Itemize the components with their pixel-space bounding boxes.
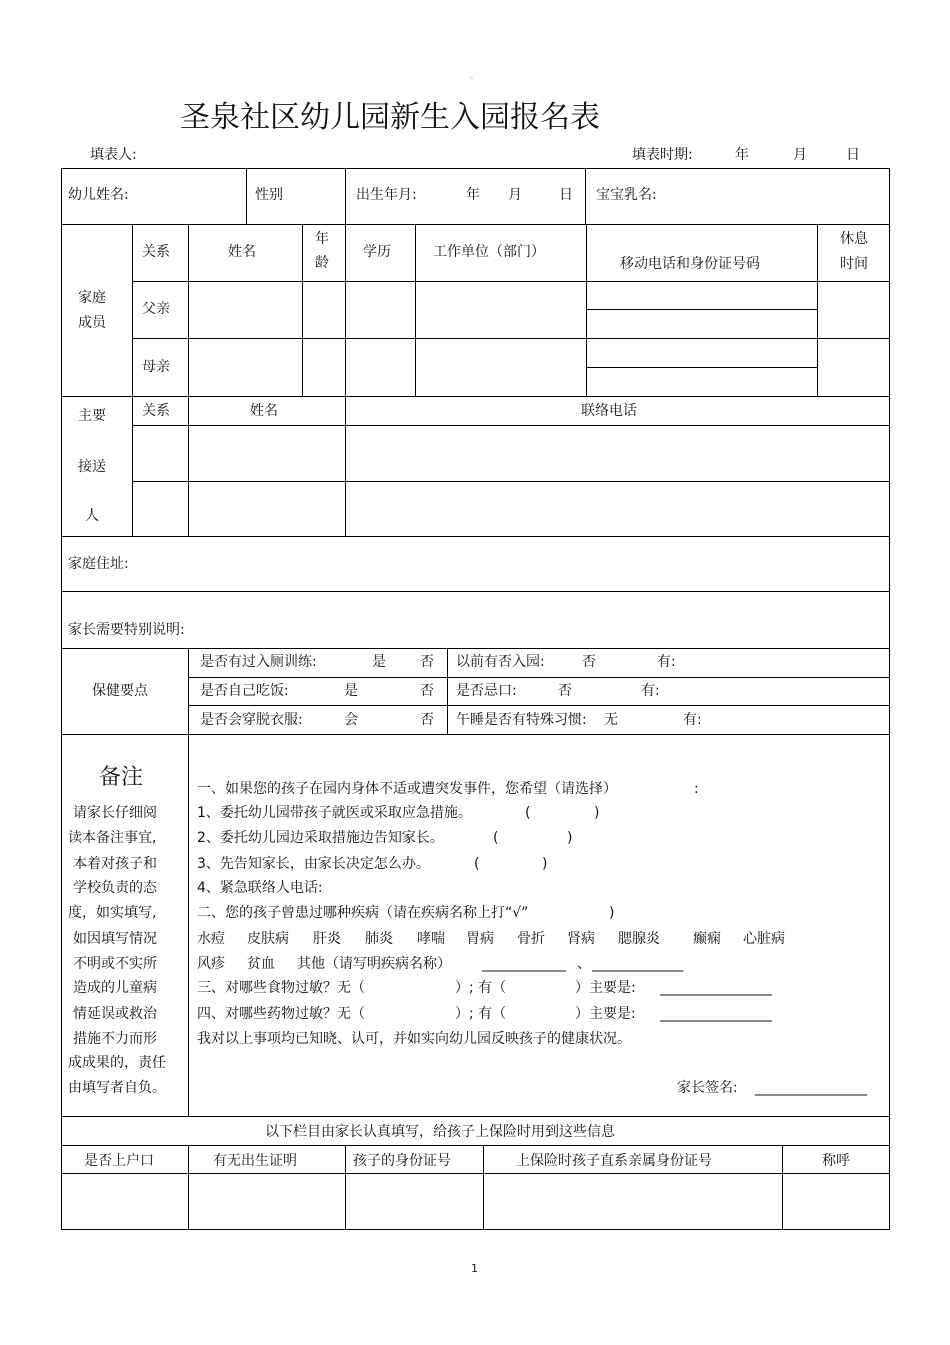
health-q6-no: 无 — [604, 712, 618, 728]
insurance-col-title: 称呼 — [822, 1153, 850, 1169]
family-col-rest-2: 时间 — [840, 256, 868, 272]
remarks-side-line: 学校负责的态 — [73, 880, 157, 896]
header-year: 年 — [735, 147, 749, 163]
pickup-label-3: 人 — [85, 508, 99, 524]
disease-item: 风疹 — [197, 956, 225, 972]
nickname-label: 宝宝乳名: — [596, 187, 657, 203]
insurance-col-relative-id: 上保险时孩子直系亲属身份证号 — [516, 1153, 712, 1169]
remarks-q3: 三、对哪些食物过敏？无（ — [197, 980, 365, 996]
health-q1: 是否有过入厕训练: — [200, 654, 317, 670]
remarks-title: 备注 — [99, 765, 144, 790]
remarks-q4-blank: ________________ — [660, 1006, 772, 1022]
remarks-option-1: 1、委托幼儿园带孩子就医或采取应急措施。 — [197, 805, 472, 821]
pickup-col-name: 姓名 — [250, 403, 278, 419]
paren-open: ( — [474, 856, 480, 872]
disease-item: 骨折 — [517, 931, 545, 947]
remarks-side-line: 由填写者自负。 — [68, 1080, 166, 1096]
health-q4: 是否忌口: — [456, 683, 517, 699]
remarks-side-line: 度，如实填写, — [68, 905, 157, 921]
special-note-label: 家长需要特别说明: — [68, 622, 185, 638]
mother-label: 母亲 — [142, 359, 170, 375]
health-q3: 是否自己吃饭: — [200, 683, 289, 699]
remarks-q3-have: ）; 有（ — [455, 980, 507, 996]
remarks-option-3: 3、先告知家长，由家长决定怎么办。 — [197, 856, 430, 872]
disease-item: 肝炎 — [313, 931, 341, 947]
health-q6: 午睡是否有特殊习惯: — [456, 712, 587, 728]
pickup-col-relation: 关系 — [142, 403, 170, 419]
disease-blank-a: ____________ — [482, 956, 566, 972]
remarks-side-line: 情延误或救治 — [73, 1006, 157, 1022]
remarks-option-2: 2、委托幼儿园边采取措施边告知家长。 — [197, 830, 444, 846]
remarks-q3-blank: ________________ — [660, 980, 772, 996]
paren-close: ) — [567, 830, 573, 846]
health-q2-yes: 有: — [657, 654, 676, 670]
disease-item: 水痘 — [197, 931, 225, 947]
remarks-q4: 四、对哪些药物过敏？无（ — [197, 1006, 365, 1022]
disease-item: 哮喘 — [417, 931, 445, 947]
top-mark: 。 — [470, 71, 478, 80]
health-q5: 是否会穿脱衣服: — [200, 712, 303, 728]
health-label: 保健要点 — [92, 683, 148, 699]
health-q3-yes: 是 — [344, 683, 358, 699]
insurance-col-birth-cert: 有无出生证明 — [213, 1153, 297, 1169]
remarks-side-line: 如因填写情况 — [73, 931, 157, 947]
pickup-label-2: 接送 — [78, 459, 106, 475]
child-name-label: 幼儿姓名: — [68, 187, 129, 203]
birth-day: 日 — [559, 187, 573, 203]
family-col-relation: 关系 — [142, 244, 170, 260]
remarks-side-line: 造成的儿童病 — [73, 980, 157, 996]
header-month: 月 — [793, 147, 807, 163]
health-q4-yes: 有: — [641, 683, 660, 699]
disease-item: 皮肤病 — [247, 931, 289, 947]
disease-item: 肺炎 — [365, 931, 393, 947]
health-q2-no: 否 — [582, 654, 596, 670]
remarks-side-line: 不明或不实所 — [73, 956, 157, 972]
disease-item: 胃病 — [466, 931, 494, 947]
health-q4-no: 否 — [558, 683, 572, 699]
signature-blank: ________________ — [755, 1080, 867, 1096]
family-col-edu: 学历 — [363, 244, 391, 260]
pickup-label-1: 主要 — [78, 408, 106, 424]
page-title: 圣泉社区幼儿园新生入园报名表 — [180, 100, 600, 135]
gender-label: 性别 — [255, 187, 283, 203]
health-q2: 以前有否入园: — [456, 654, 545, 670]
remarks-side-line: 措施不力而形 — [73, 1031, 157, 1047]
paren-close: ) — [609, 905, 615, 921]
remarks-side-line: 请家长仔细阅 — [73, 805, 157, 821]
filler-label: 填表人: — [90, 147, 137, 163]
remarks-q4-have: ）; 有（ — [455, 1006, 507, 1022]
paren-open: ( — [525, 805, 531, 821]
insurance-col-child-id: 孩子的身份证号 — [353, 1153, 451, 1169]
remarks-side-line: 读本备注事宜, — [68, 830, 157, 846]
father-label: 父亲 — [142, 301, 170, 317]
family-col-work: 工作单位（部门） — [433, 244, 545, 260]
disease-item: 肾病 — [567, 931, 595, 947]
health-q1-no: 否 — [420, 654, 434, 670]
fill-date-label: 填表时期: — [632, 147, 693, 163]
birth-year: 年 — [466, 187, 480, 203]
remarks-acknowledgement: 我对以上事项均已知晓、认可，并如实向幼儿园反映孩子的健康状况。 — [197, 1031, 631, 1047]
family-col-name: 姓名 — [228, 244, 256, 260]
paren-close: ) — [542, 856, 548, 872]
family-label-2: 成员 — [78, 315, 106, 331]
disease-item: 贫血 — [247, 956, 275, 972]
signature-label: 家长签名: — [677, 1080, 738, 1096]
family-col-age-2: 龄 — [315, 255, 329, 271]
disease-item: 其他（请写明疾病名称） — [297, 956, 451, 972]
header-day: 日 — [846, 147, 860, 163]
page-number: 1 — [471, 1262, 478, 1275]
health-q6-yes: 有: — [683, 712, 702, 728]
remarks-q2: 二、您的孩子曾患过哪种疾病（请在疾病名称上打“√” — [197, 905, 529, 921]
disease-item: 心脏病 — [743, 931, 785, 947]
paren-open: ( — [493, 830, 499, 846]
health-q1-yes: 是 — [372, 654, 386, 670]
remarks-option-4: 4、紧急联络人电话: — [197, 880, 323, 896]
family-label-1: 家庭 — [78, 290, 106, 306]
remarks-side-line: 成成果的，责任 — [68, 1055, 166, 1071]
birth-label: 出生年月: — [356, 187, 417, 203]
birth-month: 月 — [508, 187, 522, 203]
family-col-phone: 移动电话和身份证号码 — [620, 256, 760, 272]
remarks-q1-colon: : — [694, 781, 699, 797]
remarks-q1: 一、如果您的孩子在园内身体不适或遭突发事件，您希望（请选择） — [197, 781, 617, 797]
remarks-q3-main: ）主要是: — [575, 980, 636, 996]
disease-blank-b: _____________ — [592, 956, 683, 972]
disease-item: 癫痫 — [693, 931, 721, 947]
remarks-q4-main: ）主要是: — [575, 1006, 636, 1022]
health-q3-no: 否 — [420, 683, 434, 699]
family-col-age-1: 年 — [315, 231, 329, 247]
insurance-col-registered: 是否上户口 — [84, 1153, 154, 1169]
health-q5-yes: 会 — [344, 712, 358, 728]
health-q5-no: 否 — [420, 712, 434, 728]
family-col-rest-1: 休息 — [840, 231, 868, 247]
disease-separator: 、 — [577, 956, 591, 972]
insurance-caption: 以下栏目由家长认真填写，给孩子上保险时用到这些信息 — [265, 1124, 615, 1140]
pickup-col-phone: 联络电话 — [581, 403, 637, 419]
address-label: 家庭住址: — [68, 556, 129, 572]
remarks-side-line: 本着对孩子和 — [73, 856, 157, 872]
disease-item: 腮腺炎 — [618, 931, 660, 947]
paren-close: ) — [594, 805, 600, 821]
